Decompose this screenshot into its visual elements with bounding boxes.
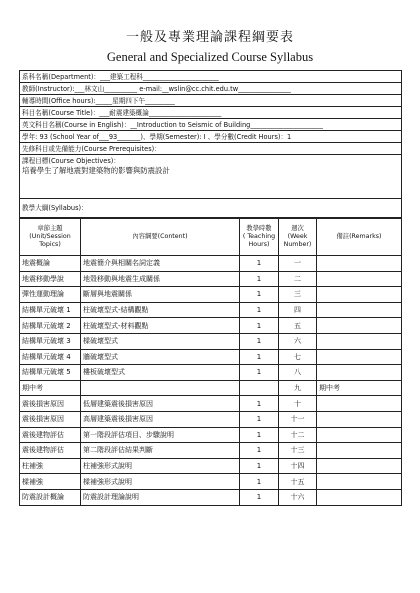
- cell-week: 十五: [279, 474, 317, 490]
- cell-topic: 期中考: [20, 380, 81, 396]
- cell-week: 八: [279, 365, 317, 381]
- objectives-section: [20, 155, 401, 199]
- cell-hours: 1: [240, 302, 279, 318]
- page-title-chinese: 一般及專業理論課程綱要表: [125, 30, 294, 45]
- cell-week: 十: [279, 396, 317, 412]
- cell-week: 三: [279, 287, 317, 303]
- objectives-text: 培養學生了解地震對建築物的影響與防震設計: [22, 166, 170, 175]
- cell-content: 防震設計理論說明: [81, 489, 240, 504]
- cell-remarks: [317, 302, 402, 318]
- cell-topic: 震後損害原因: [20, 396, 81, 412]
- syllabus-table: [20, 218, 401, 505]
- cell-week: 十六: [279, 489, 317, 504]
- department-field: 系科名稱(Department)：___建築工程科_______________________: [20, 71, 401, 83]
- cell-topic: 結構單元破壞 5: [20, 365, 81, 381]
- cell-topic: 柱補強: [20, 458, 81, 474]
- cell-week: 十二: [279, 427, 317, 443]
- cell-remarks: [317, 318, 402, 334]
- header-topic: 章節主題 (Unit/Session Topics): [20, 219, 81, 256]
- cell-remarks: [317, 396, 402, 412]
- table-row: [20, 489, 401, 504]
- objectives-label: 課程目標(Course Objectives)：: [22, 157, 120, 165]
- table-row: [20, 302, 401, 318]
- cell-week: 十三: [279, 443, 317, 459]
- course-title-english-field: 英文科目名稱(Course in English)：__Introduction to Seismic of Building______________________: [20, 119, 401, 131]
- table-row: [20, 380, 401, 396]
- syllabus-form: [19, 70, 402, 506]
- cell-topic: 彈性運動理論: [20, 287, 81, 303]
- table-row: [20, 333, 401, 349]
- office-hours-field: 輔導時間(Office hours):_____星期四下午_________: [20, 95, 401, 107]
- table-row: [20, 411, 401, 427]
- cell-content: 第二階段評估結果判斷: [81, 443, 240, 459]
- cell-week: 二: [279, 271, 317, 287]
- cell-content: 斷層與地震關係: [81, 287, 240, 303]
- instructor-field: 教師(Instructor):___林文山__________ e-mail:__wslin@cc.chit.edu.tw________________: [20, 83, 401, 95]
- cell-content: 柱補強形式說明: [81, 458, 240, 474]
- course-title-field: 科目名稱(Course Title)：___耐震建築概論______________________: [20, 107, 401, 119]
- cell-remarks: [317, 365, 402, 381]
- cell-hours: 1: [240, 458, 279, 474]
- cell-hours: 1: [240, 427, 279, 443]
- table-row: [20, 396, 401, 412]
- syllabus-label: 教學大綱(Syllabus)：: [20, 199, 401, 218]
- syllabus-table-header: [20, 219, 401, 256]
- cell-hours: 1: [240, 443, 279, 459]
- cell-hours: 1: [240, 287, 279, 303]
- header-remarks: 備註(Remarks): [317, 219, 402, 256]
- table-row: [20, 318, 401, 334]
- table-row: [20, 349, 401, 365]
- cell-remarks: [317, 256, 402, 272]
- cell-content: 高層建築震後損害原因: [81, 411, 240, 427]
- cell-remarks: [317, 411, 402, 427]
- cell-remarks: [317, 427, 402, 443]
- cell-week: 一: [279, 256, 317, 272]
- table-row: [20, 365, 401, 381]
- table-row: [20, 474, 401, 490]
- table-row: [20, 458, 401, 474]
- cell-week: 六: [279, 333, 317, 349]
- cell-topic: 結構單元破壞 4: [20, 349, 81, 365]
- header-content: 內容綱要(Content): [81, 219, 240, 256]
- cell-hours: 1: [240, 411, 279, 427]
- cell-week: 十一: [279, 411, 317, 427]
- cell-hours: 1: [240, 333, 279, 349]
- cell-content: 樑補強形式說明: [81, 474, 240, 490]
- cell-remarks: [317, 489, 402, 504]
- cell-topic: 結構單元破壞 1: [20, 302, 81, 318]
- cell-topic: 結構單元破壞 3: [20, 333, 81, 349]
- cell-remarks: [317, 349, 402, 365]
- cell-content: 柱破壞型式-結構觀點: [81, 302, 240, 318]
- table-row: [20, 271, 401, 287]
- cell-hours: 1: [240, 349, 279, 365]
- cell-remarks: [317, 458, 402, 474]
- cell-hours: 1: [240, 318, 279, 334]
- cell-hours: 1: [240, 489, 279, 504]
- table-row: [20, 443, 401, 459]
- table-row: [20, 287, 401, 303]
- cell-content: [81, 380, 240, 396]
- cell-topic: 防震設計概論: [20, 489, 81, 504]
- cell-week: 五: [279, 318, 317, 334]
- cell-content: 柱破壞型式-材料觀點: [81, 318, 240, 334]
- cell-topic: 震後建物評估: [20, 443, 81, 459]
- cell-hours: 1: [240, 474, 279, 490]
- cell-week: 七: [279, 349, 317, 365]
- cell-content: 牆破壞型式: [81, 349, 240, 365]
- cell-content: 低層建築震後損害原因: [81, 396, 240, 412]
- header-hours: 教學時數 ( Teaching Hours): [240, 219, 279, 256]
- cell-hours: 1: [240, 396, 279, 412]
- cell-remarks: [317, 287, 402, 303]
- cell-hours: 1: [240, 365, 279, 381]
- cell-week: 九: [279, 380, 317, 396]
- cell-week: 十四: [279, 458, 317, 474]
- cell-remarks: [317, 443, 402, 459]
- header-week: 週次 (Week Number): [279, 219, 317, 256]
- cell-content: 地震簡介與相關名詞定義: [81, 256, 240, 272]
- cell-content: 樑破壞型式: [81, 333, 240, 349]
- cell-content: 樓板破壞型式: [81, 365, 240, 381]
- cell-remarks: [317, 474, 402, 490]
- cell-topic: 結構單元破壞 2: [20, 318, 81, 334]
- cell-content: 地殼移動與地震生成關係: [81, 271, 240, 287]
- cell-topic: 地震概論: [20, 256, 81, 272]
- table-row: [20, 256, 401, 272]
- cell-topic: 樑補強: [20, 474, 81, 490]
- page-title-english: General and Specialized Course Syllabus: [106, 50, 314, 64]
- cell-topic: 地震移動學說: [20, 271, 81, 287]
- cell-topic: 震後建物評估: [20, 427, 81, 443]
- cell-hours: [240, 380, 279, 396]
- cell-remarks: [317, 271, 402, 287]
- table-row: [20, 427, 401, 443]
- prerequisites-field: 先修科目或先備能力(Course Prerequisites)：: [20, 143, 401, 155]
- cell-hours: 1: [240, 256, 279, 272]
- cell-remarks: [317, 333, 402, 349]
- cell-hours: 1: [240, 271, 279, 287]
- cell-week: 四: [279, 302, 317, 318]
- year-semester-field: 學年: 93 (School Year of___93_______)、學期(Semester): I 、學分數(Credit Hours)：1: [20, 131, 401, 143]
- cell-topic: 震後損害原因: [20, 411, 81, 427]
- cell-content: 第一階段評估項目、步驟說明: [81, 427, 240, 443]
- cell-remarks: 期中考: [317, 380, 402, 396]
